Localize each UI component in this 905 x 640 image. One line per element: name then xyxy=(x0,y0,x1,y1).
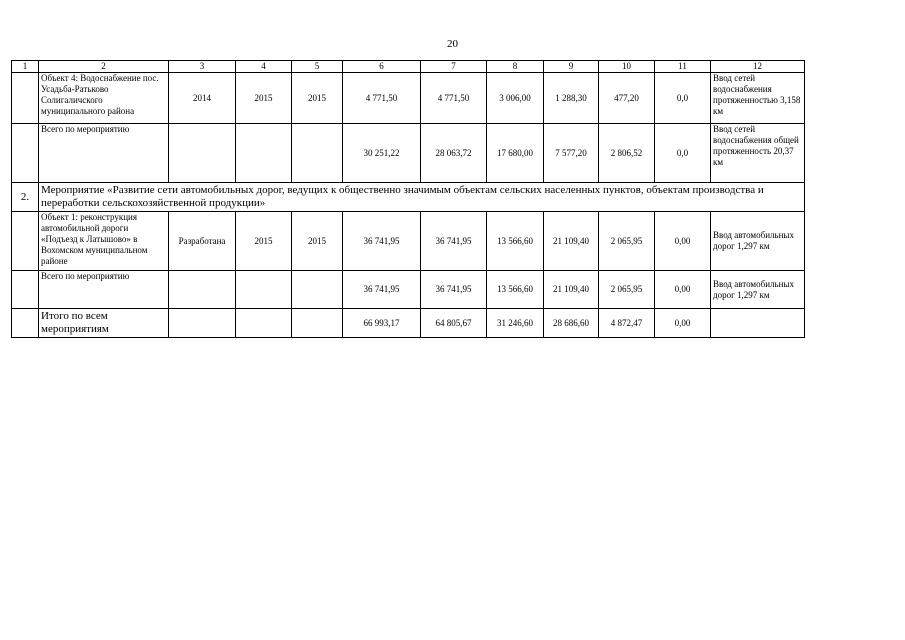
object-name-cell: Итого по всем мероприятиям xyxy=(39,309,169,338)
column-header: 9 xyxy=(544,61,599,73)
measure-title-cell: Мероприятие «Развитие сети автомобильных дорог, ведущих к общественно значимым объектам сельских населенных пунктов, объектам производства и переработки сельскохозяйственной продукции» xyxy=(39,183,805,212)
column-header: 1 xyxy=(12,61,39,73)
table-cell: 36 741,95 xyxy=(343,271,421,309)
table-row xyxy=(12,73,805,124)
table-cell xyxy=(169,124,236,183)
table-cell: 0,0 xyxy=(655,124,711,183)
table-cell: 2015 xyxy=(292,73,343,124)
table-cell: 66 993,17 xyxy=(343,309,421,338)
table-cell: 3 006,00 xyxy=(487,73,544,124)
row-number-cell xyxy=(12,212,39,271)
object-name-cell: Объект 1: реконструкция автомобильной дороги «Подъезд к Латышово» в Вохомском муниципальном районе xyxy=(39,212,169,271)
table-cell: 30 251,22 xyxy=(343,124,421,183)
table-cell: 36 741,95 xyxy=(421,212,487,271)
object-name-cell: Объект 4: Водоснабжение пос. Усадьба-Ратьково Солигаличского муниципального района xyxy=(39,73,169,124)
table-cell: 2 065,95 xyxy=(599,271,655,309)
row-number-cell xyxy=(12,124,39,183)
table-cell: 31 246,60 xyxy=(487,309,544,338)
table-row xyxy=(12,212,805,271)
table-cell xyxy=(236,309,292,338)
column-header: 4 xyxy=(236,61,292,73)
object-name-cell: Всего по мероприятию xyxy=(39,271,169,309)
column-header: 11 xyxy=(655,61,711,73)
table-cell xyxy=(292,309,343,338)
table-cell xyxy=(236,271,292,309)
table-cell: 13 566,60 xyxy=(487,271,544,309)
result-cell xyxy=(711,309,805,338)
column-header: 6 xyxy=(343,61,421,73)
table-cell: 4 872,47 xyxy=(599,309,655,338)
table-cell: 21 109,40 xyxy=(544,212,599,271)
column-header: 10 xyxy=(599,61,655,73)
table-cell: 17 680,00 xyxy=(487,124,544,183)
object-name-cell: Всего по мероприятию xyxy=(39,124,169,183)
result-cell: Ввод автомобильных дорог 1,297 км xyxy=(711,212,805,271)
table-cell: 2015 xyxy=(236,73,292,124)
table-cell: 2015 xyxy=(236,212,292,271)
table-cell: 2015 xyxy=(292,212,343,271)
table-cell: Разработана xyxy=(169,212,236,271)
table-cell: 1 288,30 xyxy=(544,73,599,124)
table-cell: 4 771,50 xyxy=(421,73,487,124)
column-header: 2 xyxy=(39,61,169,73)
row-number-cell xyxy=(12,271,39,309)
column-header: 5 xyxy=(292,61,343,73)
table-cell: 36 741,95 xyxy=(343,212,421,271)
result-cell: Ввод сетей водоснабжения протяженностью 3,158 км xyxy=(711,73,805,124)
table-row xyxy=(12,183,805,212)
table-cell: 13 566,60 xyxy=(487,212,544,271)
table-cell: 0,00 xyxy=(655,212,711,271)
row-number-cell xyxy=(12,309,39,338)
result-cell: Ввод автомобильных дорог 1,297 км xyxy=(711,271,805,309)
table-cell xyxy=(169,309,236,338)
table-cell xyxy=(292,124,343,183)
column-header: 3 xyxy=(169,61,236,73)
page-number: 20 xyxy=(447,38,458,50)
funding-table xyxy=(11,60,805,338)
table-cell: 4 771,50 xyxy=(343,73,421,124)
column-header: 12 xyxy=(711,61,805,73)
row-number-cell xyxy=(12,73,39,124)
table-cell: 28 686,60 xyxy=(544,309,599,338)
table-cell: 2 065,95 xyxy=(599,212,655,271)
table-cell: 7 577,20 xyxy=(544,124,599,183)
table-cell: 28 063,72 xyxy=(421,124,487,183)
row-number-cell: 2. xyxy=(12,183,39,212)
column-header: 8 xyxy=(487,61,544,73)
table-cell: 0,00 xyxy=(655,271,711,309)
header-row xyxy=(12,61,805,73)
column-header: 7 xyxy=(421,61,487,73)
table-cell: 36 741,95 xyxy=(421,271,487,309)
result-cell: Ввод сетей водоснабжения общей протяженность 20,37 км xyxy=(711,124,805,183)
table-cell: 2014 xyxy=(169,73,236,124)
table-cell: 477,20 xyxy=(599,73,655,124)
table-row xyxy=(12,271,805,309)
table-cell: 0,0 xyxy=(655,73,711,124)
table-row xyxy=(12,309,805,338)
table-cell: 64 805,67 xyxy=(421,309,487,338)
table-cell xyxy=(236,124,292,183)
table-row xyxy=(12,124,805,183)
table-cell: 2 806,52 xyxy=(599,124,655,183)
table-cell xyxy=(169,271,236,309)
table-cell: 0,00 xyxy=(655,309,711,338)
table-cell xyxy=(292,271,343,309)
table-cell: 21 109,40 xyxy=(544,271,599,309)
